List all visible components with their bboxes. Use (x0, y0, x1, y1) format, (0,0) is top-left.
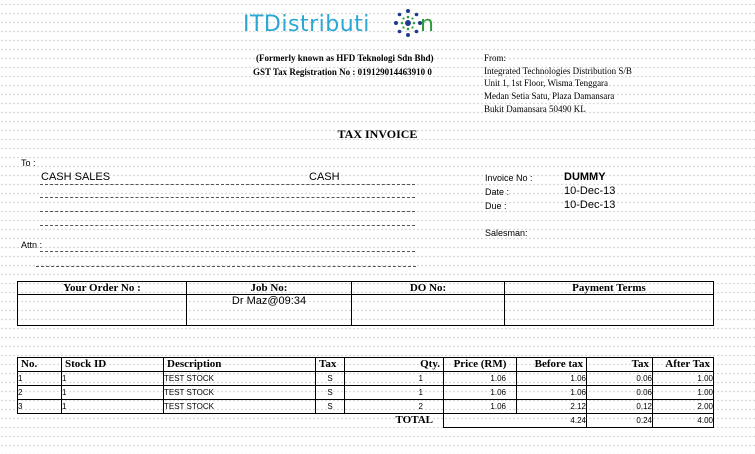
logo-text-tail: n (420, 12, 434, 37)
cell-description: TEST STOCK (164, 400, 316, 414)
cell-no: 2 (18, 386, 62, 400)
from-label: From: (484, 53, 507, 63)
do-no-value (352, 295, 505, 326)
table-row (18, 400, 714, 414)
cell-after-tax: 1.00 (653, 372, 714, 386)
to-label: To : (21, 158, 36, 168)
invoice-no-value: DUMMY (564, 171, 606, 183)
cell-no: 3 (18, 400, 62, 414)
address-line (40, 211, 415, 212)
cell-description: TEST STOCK (164, 386, 316, 400)
attn-line (40, 251, 415, 252)
col-no-header: No. (18, 358, 62, 372)
col-price-header: Price (RM) (444, 358, 517, 372)
cell-tax: 0.06 (587, 372, 653, 386)
col-after-tax-header: After Tax (653, 358, 714, 372)
cell-after-tax: 1.00 (653, 386, 714, 400)
attn-line (36, 266, 416, 267)
from-line: Medan Setia Satu, Plaza Damansara (484, 91, 615, 102)
cell-tax: 0.06 (587, 386, 653, 400)
address-line (40, 184, 415, 185)
address-line (40, 225, 415, 226)
order-info-table (17, 281, 714, 326)
invoice-no-label: Invoice No : (485, 173, 533, 183)
col-qty-header: Qty. (345, 358, 444, 372)
cell-tax-code: S (316, 386, 345, 400)
date-value: 10-Dec-13 (564, 185, 616, 197)
col-description-header: Description (164, 358, 316, 372)
table-row (18, 386, 714, 400)
col-stock-id-header: Stock ID (62, 358, 164, 372)
do-no-header: DO No: (352, 282, 505, 295)
from-line: Integrated Technologies Distribution S/B (484, 65, 632, 76)
cell-stock-id: 1 (62, 372, 164, 386)
totals-row (18, 414, 714, 428)
payment-terms-value (505, 295, 714, 326)
cell-qty: 1 (345, 372, 444, 386)
items-header-row (18, 358, 714, 372)
cell-tax: 0.12 (587, 400, 653, 414)
date-label: Date : (485, 187, 510, 197)
gst-registration: GST Tax Registration No : 019129014463910 0 (253, 67, 432, 77)
cell-stock-id: 1 (62, 400, 164, 414)
due-label: Due : (485, 201, 507, 211)
star-burst-icon (393, 6, 423, 40)
cell-after-tax: 2.00 (653, 400, 714, 414)
cell-tax-code: S (316, 400, 345, 414)
cell-price: 1.06 (444, 386, 517, 400)
from-address (484, 52, 632, 116)
attn-label: Attn : (21, 240, 43, 250)
col-tax-header: Tax (587, 358, 653, 372)
cell-before-tax: 2.12 (517, 400, 587, 414)
from-line: Bukit Damansara 50490 KL (484, 103, 586, 114)
cell-price: 1.06 (444, 400, 517, 414)
total-after-tax: 4.00 (653, 414, 714, 428)
cell-before-tax: 1.06 (517, 372, 587, 386)
from-line: Unit 1, 1st Floor, Wisma Tenggara (484, 78, 609, 89)
cell-stock-id: 1 (62, 386, 164, 400)
payment-terms-header: Payment Terms (505, 282, 714, 295)
cell-before-tax: 1.06 (517, 386, 587, 400)
due-value: 10-Dec-13 (564, 199, 616, 211)
formerly-known-as: (Formerly known as HFD Teknologi Sdn Bhd) (256, 53, 434, 63)
total-tax: 0.24 (587, 414, 653, 428)
cell-description: TEST STOCK (164, 372, 316, 386)
document-title: TAX INVOICE (337, 127, 418, 141)
cell-tax-code: S (316, 372, 345, 386)
job-no-header: Job No: (187, 282, 352, 295)
order-no-value (18, 295, 187, 326)
total-before-tax: 4.24 (517, 414, 587, 428)
logo-text: ITDistributi (243, 12, 370, 37)
cell-qty: 2 (345, 400, 444, 414)
salesman-label: Salesman: (485, 228, 528, 238)
customer-code: CASH (309, 171, 340, 183)
cell-no: 1 (18, 372, 62, 386)
line-items-table (17, 357, 714, 428)
order-no-header: Your Order No : (18, 282, 187, 295)
total-label: TOTAL (395, 414, 433, 427)
total-spacer (444, 414, 517, 428)
customer-name: CASH SALES (41, 171, 111, 183)
cell-price: 1.06 (444, 372, 517, 386)
address-line (40, 197, 415, 198)
job-no-value: Dr Maz@09:34 (187, 295, 352, 326)
cell-qty: 1 (345, 386, 444, 400)
col-before-tax-header: Before tax (517, 358, 587, 372)
table-row (18, 372, 714, 386)
col-tax-code-header: Tax (316, 358, 345, 372)
